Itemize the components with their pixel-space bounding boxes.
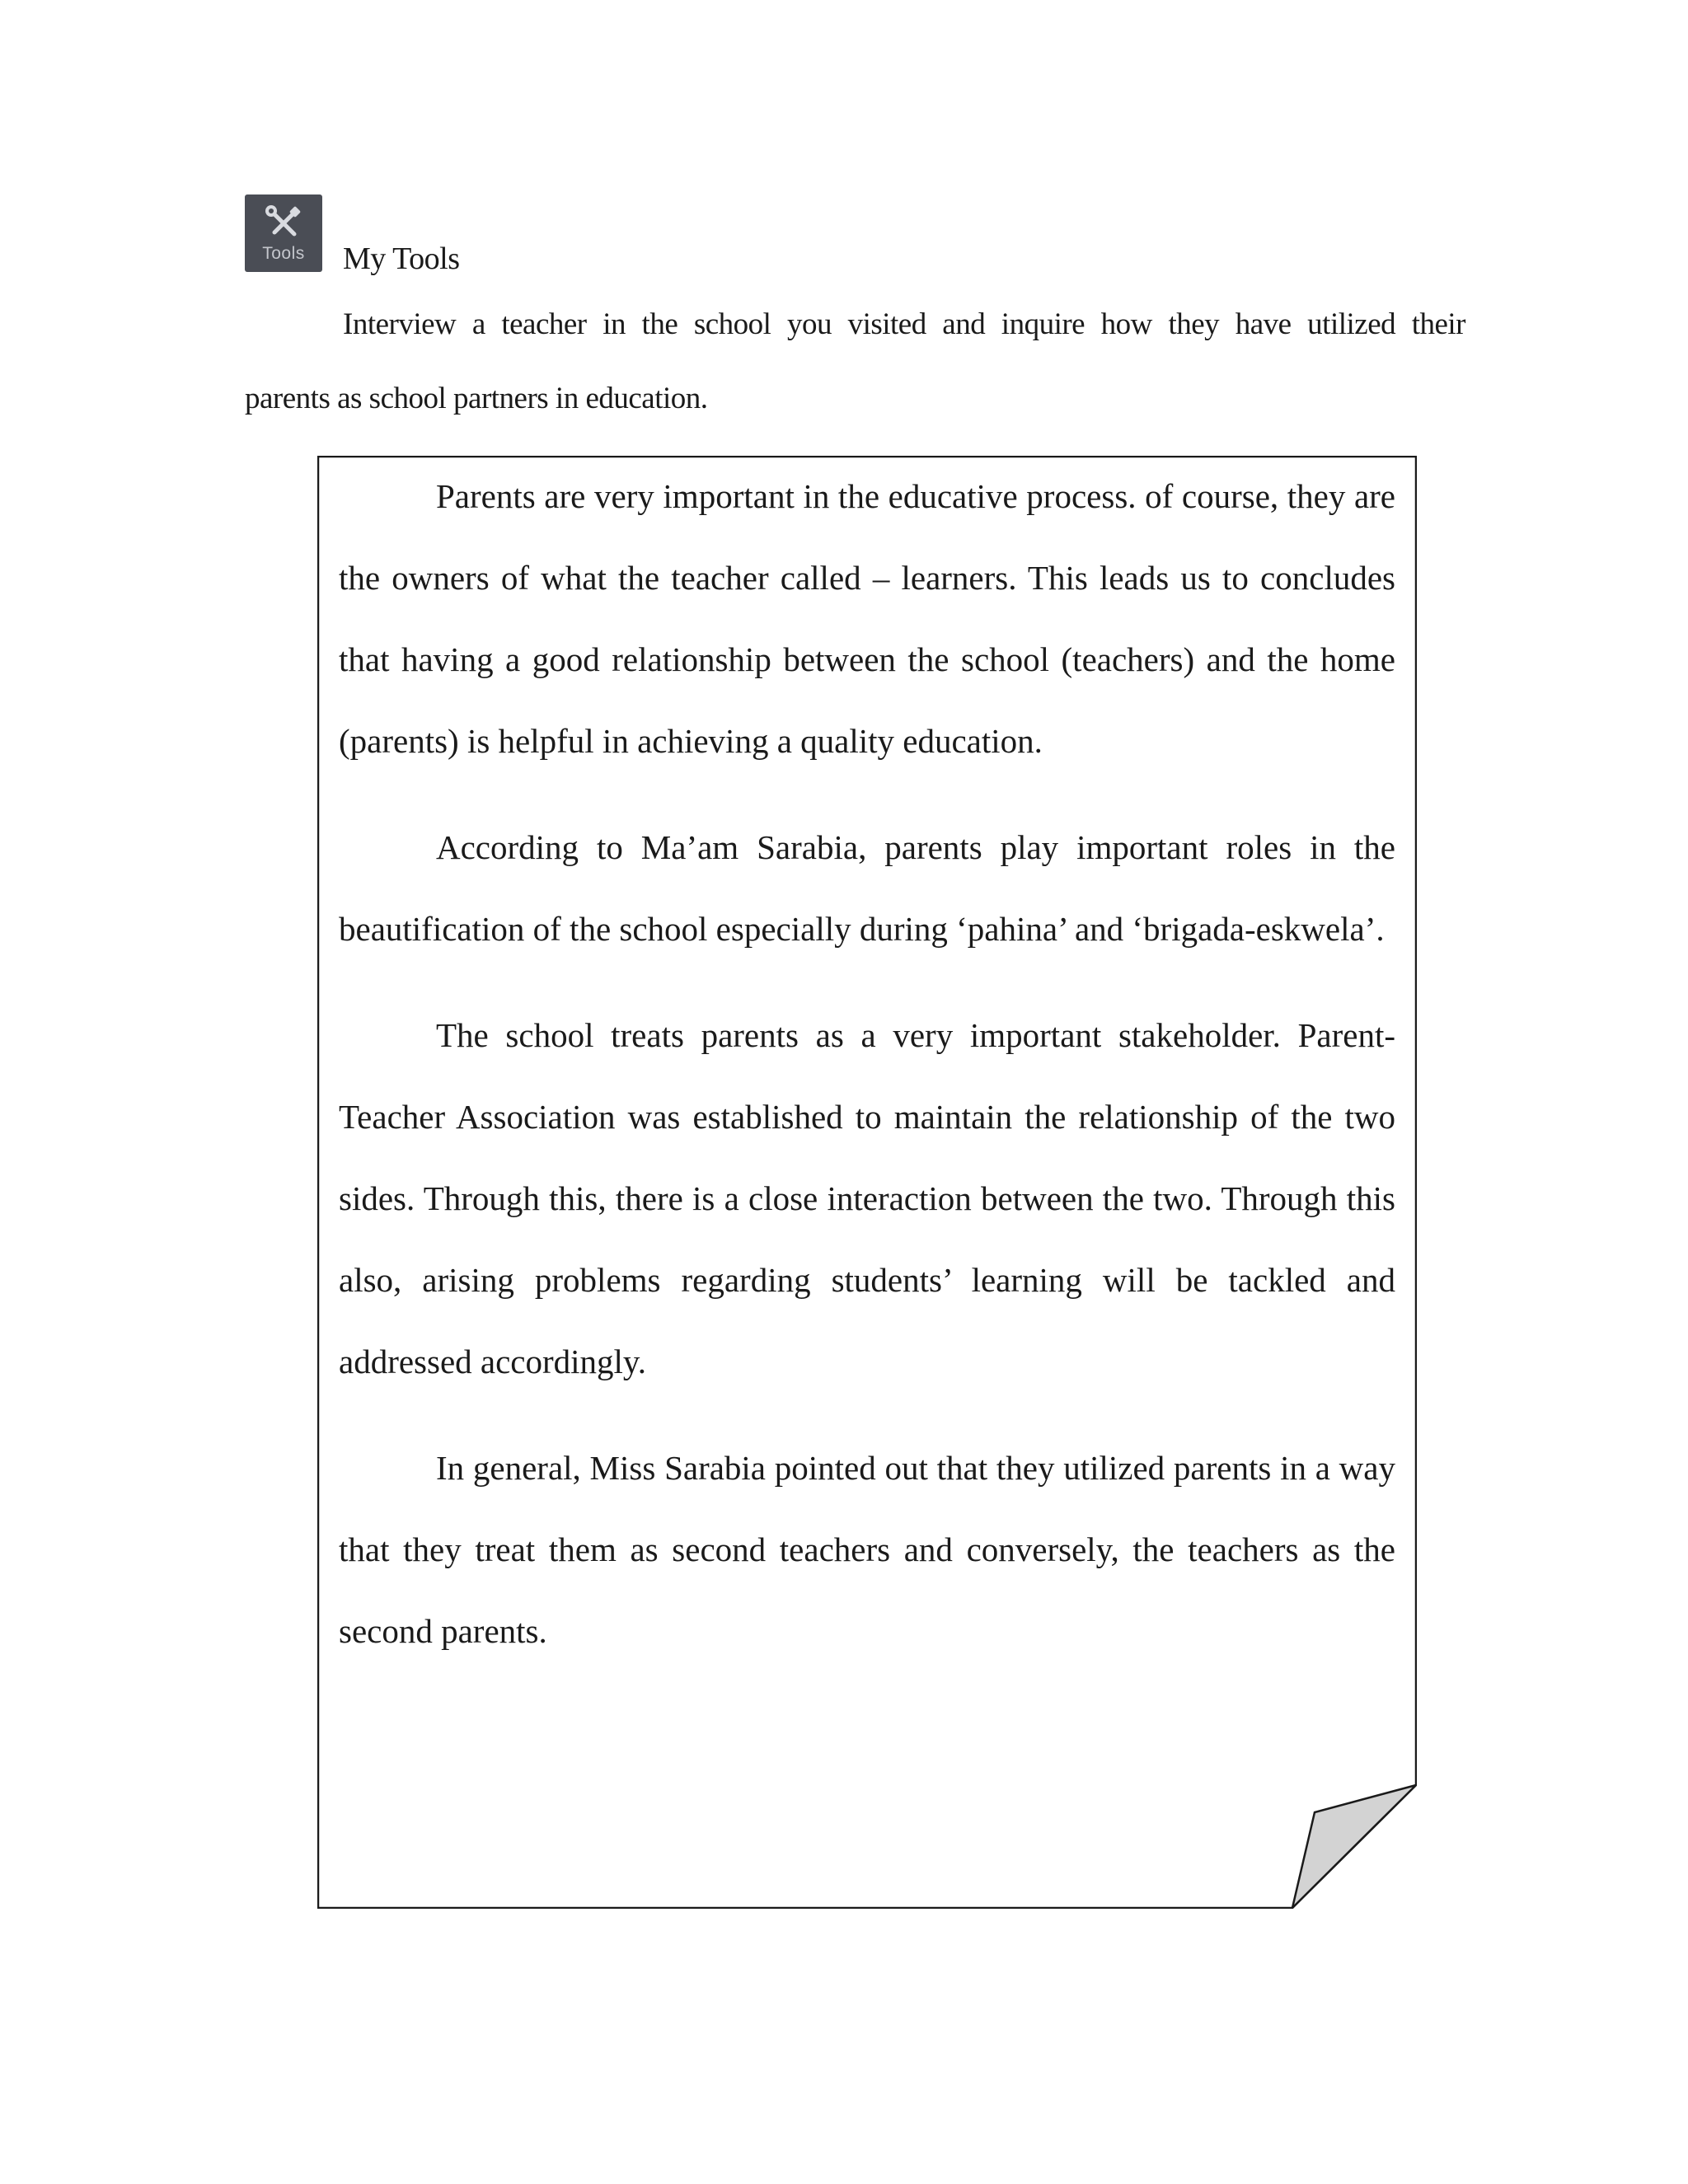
answer-text [339, 456, 1395, 1672]
activity-prompt-line-2: parents as school partners in education. [245, 382, 708, 415]
answer-paragraph: Parents are very important in the educative process. of course, they are the owners of what the teacher called – learners. This leads us to concludes that having a good relationship between the school (teachers) and the home (parents) is helpful in achieving a quality education. [339, 477, 1395, 760]
answer-paragraph: According to Ma’am Sarabia, parents play important roles in the beautification of the school especially during ‘pahina’ and ‘brigada-eskwela’. [339, 828, 1395, 948]
wrench-screwdriver-icon [263, 203, 304, 244]
tools-icon [245, 194, 322, 272]
activity-prompt-line-1: Interview a teacher in the school you visited and inquire how they have utilized their [343, 307, 1465, 341]
tools-icon-label: Tools [262, 244, 305, 263]
section-title: My Tools [343, 241, 460, 276]
answer-paragraph: The school treats parents as a very important stakeholder. Parent-Teacher Association was established to maintain the relationship of the two sides. Through this, there is a close interaction between the two. Through this also, arising problems regarding students’ learning will be tackled and addressed accordingly. [339, 1016, 1395, 1380]
answer-note-page [317, 456, 1417, 1909]
answer-paragraph: In general, Miss Sarabia pointed out that they utilized parents in a way that they treat them as second teachers and conversely, the teachers as the second parents. [339, 1449, 1395, 1650]
